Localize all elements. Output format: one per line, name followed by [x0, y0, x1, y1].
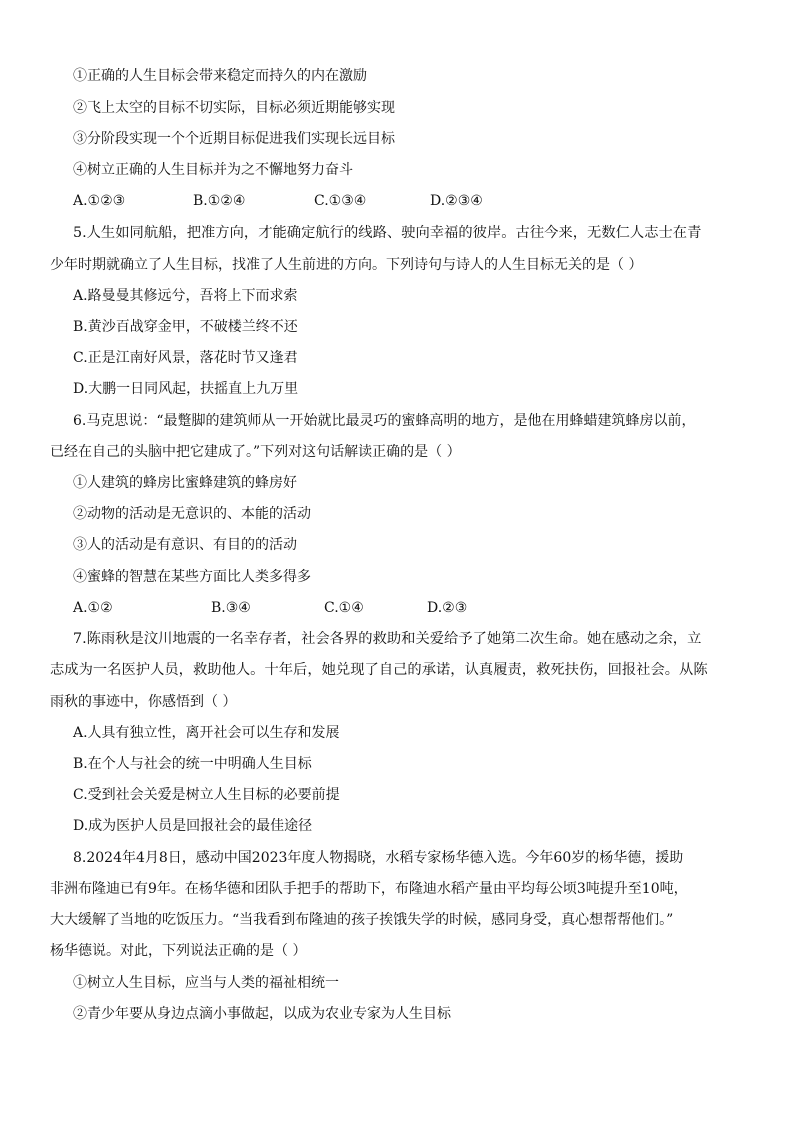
q8-stem-line-3: 大大缓解了当地的吃饭压力。“当我看到布隆迪的孩子挨饿失学的时候，感同身受，真心想帮帮他们。” [50, 912, 674, 928]
q5-option-b: B.黄沙百战穿金甲，不破楼兰终不还 [73, 319, 298, 335]
q7-option-b: B.在个人与社会的统一中明确人生目标 [73, 756, 312, 772]
q8-stem-line-2: 非洲布隆迪已有9年。在杨华德和团队手把手的帮助下，布隆迪水稻产量由平均每公顷3吨提升至10吨， [50, 881, 688, 897]
q6-choice-b: B.③④ [211, 600, 251, 616]
q8-item-2: ②青少年要从身边点滴小事做起，以成为农业专家为人生目标 [73, 1006, 451, 1022]
q5-stem-line-2: 少年时期就确立了人生目标，找准了人生前进的方向。下列诗句与诗人的人生目标无关的是（ ） [50, 257, 643, 273]
q8-stem-line-4: 杨华德说。对此，下列说法正确的是（ ） [50, 943, 307, 959]
q5-option-c: C.正是江南好风景，落花时节又逢君 [73, 350, 298, 366]
q4-choice-d: D.②③④ [430, 193, 483, 209]
q6-choice-c: C.①④ [324, 600, 364, 616]
q6-item-1: ①人建筑的蜂房比蜜蜂建筑的蜂房好 [73, 475, 297, 491]
q8-stem-line-1: 8.2024年4月8日，感动中国2023年度人物揭晓，水稻专家杨华德入选。今年60岁的杨华德，援助 [73, 850, 684, 866]
q4-item-2: ②飞上太空的目标不切实际，目标必须近期能够实现 [73, 100, 395, 116]
q4-choice-c: C.①③④ [314, 193, 367, 209]
q7-option-c: C.受到社会关爱是树立人生目标的必要前提 [73, 787, 340, 803]
q5-option-d: D.大鹏一日同风起，扶摇直上九万里 [73, 381, 299, 397]
q7-option-d: D.成为医护人员是回报社会的最佳途径 [73, 818, 313, 834]
q7-stem-line-3: 雨秋的事迹中，你感悟到（ ） [50, 694, 237, 710]
q6-stem-line-2: 已经在自己的头脑中把它建成了。”下列对这句话解读正确的是（ ） [50, 444, 461, 460]
q4-choice-a: A.①②③ [73, 193, 126, 209]
q4-choice-b: B.①②④ [193, 193, 246, 209]
q5-option-a: A.路曼曼其修远兮，吾将上下而求索 [73, 288, 298, 304]
q6-item-3: ③人的活动是有意识、有目的的活动 [73, 537, 297, 553]
q8-item-1: ①树立人生目标，应当与人类的福祉相统一 [73, 975, 339, 991]
q7-stem-line-2: 志成为一名医护人员，救助他人。十年后，她兑现了自己的承诺，认真履责，救死扶伤，回报社会。从陈 [50, 662, 708, 678]
q4-item-3: ③分阶段实现一个个近期目标促进我们实现长远目标 [73, 131, 395, 147]
q4-item-1: ①正确的人生目标会带来稳定而持久的内在激励 [73, 68, 367, 84]
q7-stem-line-1: 7.陈雨秋是汶川地震的一名幸存者，社会各界的救助和关爱给予了她第二次生命。她在感动之余，立 [73, 631, 702, 647]
q5-stem-line-1: 5.人生如同航船，把准方向，才能确定航行的线路、驶向幸福的彼岸。古往今来，无数仁人志士在青 [73, 225, 702, 241]
q7-option-a: A.人具有独立性，离开社会可以生存和发展 [73, 725, 340, 741]
q6-choice-a: A.①② [73, 600, 113, 616]
q4-choices [73, 191, 573, 211]
q6-choices [73, 598, 573, 618]
q6-item-4: ④蜜蜂的智慧在某些方面比人类多得多 [73, 569, 311, 585]
q4-item-4: ④树立正确的人生目标并为之不懈地努力奋斗 [73, 162, 353, 178]
q6-stem-line-1: 6.马克思说：“最蹩脚的建筑师从一开始就比最灵巧的蜜蜂高明的地方，是他在用蜂蜡建筑蜂房以前， [73, 413, 696, 429]
q6-item-2: ②动物的活动是无意识的、本能的活动 [73, 506, 311, 522]
q6-choice-d: D.②③ [427, 600, 468, 616]
